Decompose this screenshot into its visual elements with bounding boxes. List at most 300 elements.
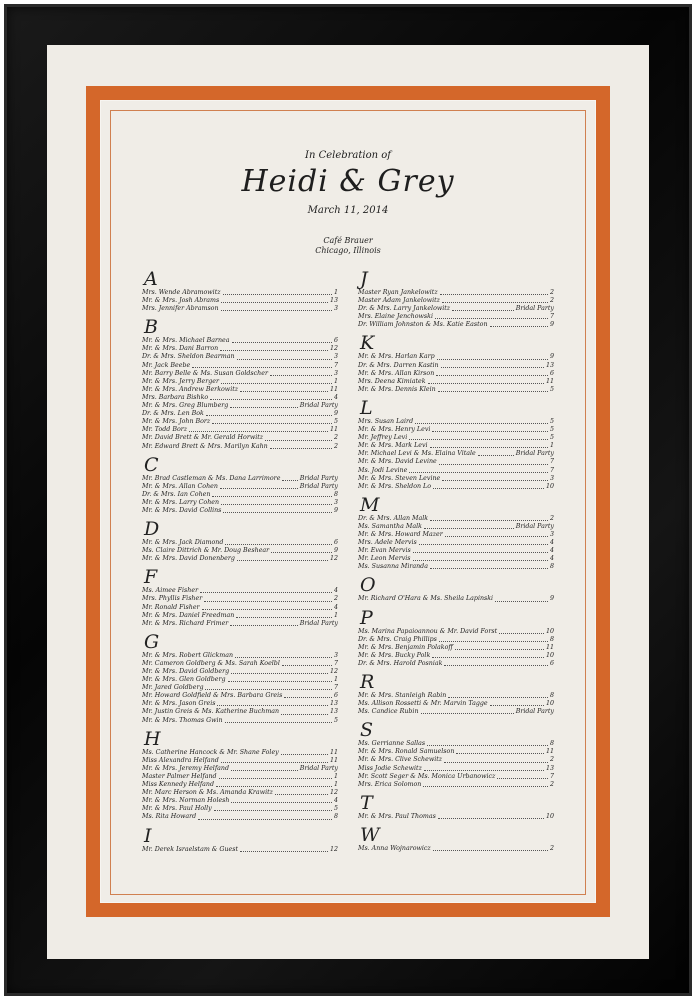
guest-row [358, 515, 554, 523]
guest-name: Mr. & Mrs. Howard Mazer [358, 530, 443, 538]
table-assignment: 9 [333, 547, 338, 555]
dot-leader [430, 520, 548, 521]
section-letter: M [360, 493, 380, 516]
dot-leader [237, 560, 328, 561]
letter-group [358, 396, 554, 491]
couple-names: Heidi & Grey [241, 164, 455, 199]
table-assignment: 2 [549, 780, 554, 788]
guest-name: Mr. & Mrs. Sheldon Lo [358, 482, 432, 490]
table-assignment: 1 [333, 377, 338, 385]
guest-name: Mr. Ronald Fisher [142, 603, 200, 611]
table-assignment: 5 [333, 805, 338, 813]
guest-row [358, 467, 554, 475]
dot-leader [441, 367, 544, 368]
venue-name: Café Brauer [323, 236, 373, 245]
table-assignment: 13 [329, 700, 338, 708]
dot-leader [189, 431, 328, 432]
guest-name: Mr. & Mrs. Ronald Samuelson [358, 748, 455, 756]
dot-leader [225, 722, 332, 723]
dot-leader [240, 391, 328, 392]
guest-row [142, 499, 338, 507]
guest-row [358, 756, 554, 764]
table-assignment: Bridal Party [515, 305, 554, 313]
guest-name: Mr. & Mrs. Greg Blumberg [142, 402, 229, 410]
table-assignment: 2 [549, 756, 554, 764]
right-guest-column [358, 270, 554, 858]
table-assignment: 13 [329, 708, 338, 716]
dot-leader [413, 552, 548, 553]
table-assignment: Bridal Party [515, 708, 554, 716]
table-assignment: 7 [333, 684, 338, 692]
dot-leader [442, 302, 548, 303]
table-assignment: 3 [333, 305, 338, 313]
guest-name: Mrs. Susan Laird [358, 417, 414, 425]
letter-group [358, 334, 554, 393]
guest-row [142, 305, 338, 313]
guest-row [358, 813, 554, 821]
dot-leader [490, 326, 548, 327]
table-assignment: 7 [333, 361, 338, 369]
table-assignment: Bridal Party [299, 482, 338, 490]
table-assignment: 5 [549, 426, 554, 434]
guest-name: Mrs. Barbara Bishko [142, 393, 209, 401]
guest-name: Mr. & Mrs. Mark Levi [358, 442, 428, 450]
guest-name: Mr. Jeffrey Levi [358, 434, 408, 442]
guest-name: Mr. & Mrs. Andrew Berkowitz [142, 385, 239, 393]
table-assignment: 4 [549, 547, 554, 555]
guest-name: Mrs. Adele Mervis [358, 539, 417, 547]
table-assignment: 8 [549, 563, 554, 571]
guest-name: Mr. & Mrs. Larry Cohen [142, 498, 220, 506]
guest-row [142, 345, 338, 353]
dot-leader [427, 745, 548, 746]
guest-name: Ms. Aimee Fisher [142, 587, 199, 595]
dot-leader [220, 488, 298, 489]
dot-leader [423, 786, 548, 787]
dot-leader [212, 423, 332, 424]
table-assignment: Bridal Party [299, 402, 338, 410]
letter-group [358, 791, 554, 821]
guest-row [142, 475, 338, 483]
dot-leader [275, 794, 328, 795]
dot-leader [439, 464, 548, 465]
guest-name: Ms. Allison Rossetti & Mr. Marvin Tagge [358, 700, 488, 708]
dot-leader [281, 754, 328, 755]
guest-row [142, 483, 338, 491]
dot-leader [235, 657, 332, 658]
dot-leader [430, 447, 548, 448]
guest-name: Ms. Gerrianne Sallas [358, 740, 426, 748]
dot-leader [413, 560, 548, 561]
dot-leader [409, 439, 548, 440]
guest-name: Mr. & Mrs. Glen Goldberg [142, 676, 226, 684]
dot-leader [231, 770, 298, 771]
guest-row [358, 644, 554, 652]
table-assignment: 6 [549, 369, 554, 377]
guest-row [142, 394, 338, 402]
guest-row [142, 708, 338, 716]
guest-row [142, 757, 338, 765]
guest-name: Mr. & Mrs. Benjamin Polakoff [358, 643, 453, 651]
dot-leader [202, 609, 332, 610]
section-letter: F [144, 566, 158, 589]
dot-leader [490, 705, 544, 706]
dot-leader [219, 778, 332, 779]
guest-row [358, 555, 554, 563]
celebration-line: In Celebration of [305, 150, 391, 161]
guest-name: Dr. & Mrs. Darren Kastin [358, 361, 439, 369]
section-letter: P [360, 606, 373, 629]
table-assignment: 12 [329, 668, 338, 675]
guest-row [358, 636, 554, 644]
table-assignment: 1 [549, 442, 554, 450]
table-assignment: 13 [545, 764, 554, 772]
guest-name: Mr. Marc Herson & Ms. Amanda Krawitz [142, 789, 273, 797]
guest-row [358, 563, 554, 571]
dot-leader [230, 625, 297, 626]
guest-name: Mr. Justin Greis & Ms. Katherine Buchman [142, 708, 280, 716]
dot-leader [265, 440, 332, 441]
guest-name: Master Adam Jankelowitz [358, 297, 440, 305]
guest-row [142, 434, 338, 442]
guest-name: Mr. & Mrs. Michael Barnea [142, 337, 230, 345]
guest-name: Miss Alexandra Helfand [142, 756, 219, 764]
dot-leader [478, 455, 514, 456]
guest-row [358, 370, 554, 378]
guest-name: Mrs. Jennifer Abramson [142, 305, 219, 313]
guest-row [142, 353, 338, 361]
guest-row [358, 475, 554, 483]
guest-name: Mr. & Mrs. Jerry Berger [142, 377, 220, 385]
table-assignment: 2 [549, 844, 554, 852]
guest-name: Mr. & Mrs. Allan Cohen [142, 482, 218, 490]
guest-name: Mr. & Mrs. Thomas Gwin [142, 716, 223, 724]
guest-name: Mr. & Mrs. Dennis Klein [358, 385, 436, 393]
guest-name: Mr. & Mrs. Allan Kirson [358, 369, 435, 377]
table-assignment: 13 [545, 361, 554, 369]
table-assignment: 7 [549, 466, 554, 474]
dot-leader [228, 681, 332, 682]
dot-leader [436, 375, 548, 376]
guest-row [142, 362, 338, 370]
guest-name: Mr. Brad Castleman & Ms. Dana Larrimore [142, 474, 281, 482]
table-assignment: 5 [549, 434, 554, 442]
table-assignment: 12 [329, 845, 338, 853]
guest-row [142, 652, 338, 660]
table-assignment: 2 [333, 595, 338, 603]
guest-name: Mr. & Mrs. Dani Barron [142, 345, 219, 353]
event-date: March 11, 2014 [307, 205, 389, 216]
guest-row [358, 692, 554, 700]
guest-name: Miss Kennedy Helfand [142, 781, 215, 789]
guest-row [142, 378, 338, 386]
left-guest-column [142, 270, 338, 859]
table-assignment: 8 [333, 813, 338, 821]
guest-row [358, 845, 554, 853]
table-assignment: 8 [549, 740, 554, 748]
section-letter: J [360, 268, 368, 290]
guest-row [358, 442, 554, 450]
dot-leader [495, 601, 548, 602]
guest-name: Mr. Jared Goldberg [142, 684, 204, 692]
table-assignment: 12 [329, 555, 338, 563]
dot-leader [424, 770, 544, 771]
guest-row [142, 386, 338, 394]
guest-row [142, 547, 338, 555]
dot-leader [282, 665, 332, 666]
guest-row [358, 547, 554, 555]
table-assignment: 4 [549, 539, 554, 547]
letter-group [142, 824, 338, 854]
dot-leader [221, 310, 332, 311]
table-assignment: 10 [545, 651, 554, 659]
guest-row [358, 378, 554, 386]
table-assignment: 5 [333, 716, 338, 724]
table-assignment: 3 [333, 498, 338, 506]
section-letter: T [360, 791, 373, 814]
table-assignment: 8 [549, 635, 554, 643]
table-assignment: 2 [549, 514, 554, 522]
guest-name: Dr. & Mrs. Ian Cohen [142, 490, 211, 498]
guest-row [142, 789, 338, 797]
dot-leader [433, 850, 548, 851]
table-assignment: 10 [545, 700, 554, 708]
dot-leader [221, 504, 332, 505]
table-assignment: Bridal Party [299, 474, 338, 482]
section-letter: C [144, 453, 159, 476]
guest-row [142, 595, 338, 603]
guest-row [142, 700, 338, 708]
guest-name: Mr. Michael Levi & Ms. Elaina Vitale [358, 450, 476, 458]
table-assignment: 11 [329, 748, 338, 756]
guest-row [142, 781, 338, 789]
dot-leader [240, 851, 328, 852]
dot-leader [424, 528, 514, 529]
table-assignment: 11 [545, 377, 554, 385]
letter-group [142, 453, 338, 515]
letter-group [358, 673, 554, 716]
section-letter: S [360, 719, 374, 742]
guest-name: Ms. Samantha Malk [358, 522, 422, 530]
dot-leader [217, 705, 328, 706]
guest-row [142, 426, 338, 434]
guest-row [142, 289, 338, 297]
dot-leader [232, 342, 332, 343]
dot-leader [444, 665, 548, 666]
guest-row [142, 749, 338, 757]
dot-leader [433, 488, 544, 489]
dot-leader [198, 819, 332, 820]
guest-row [358, 748, 554, 756]
guest-row [142, 684, 338, 692]
guest-name: Dr. & Mrs. Larry Jankelowitz [358, 305, 451, 313]
guest-row [358, 313, 554, 321]
table-assignment: 8 [333, 490, 338, 498]
guest-name: Mr. Edward Brett & Mrs. Marilyn Kahn [142, 442, 268, 450]
table-assignment: 7 [333, 659, 338, 667]
guest-name: Mr. & Mrs. David Collins [142, 506, 222, 514]
dot-leader [432, 657, 544, 658]
table-assignment: 11 [329, 385, 338, 393]
guest-row [142, 668, 338, 676]
letter-group [358, 606, 554, 668]
dot-leader [437, 359, 548, 360]
table-assignment: 9 [549, 321, 554, 329]
table-assignment: 5 [333, 418, 338, 426]
section-letter: G [144, 630, 160, 653]
guest-name: Ms. Jodi Levine [358, 466, 408, 474]
table-assignment: 3 [333, 651, 338, 659]
guest-name: Ms. Susanna Miranda [358, 563, 428, 571]
guest-row [142, 797, 338, 805]
dot-leader [214, 810, 332, 811]
guest-name: Mr. & Mrs. John Borz [142, 418, 211, 426]
dot-leader [452, 310, 514, 311]
guest-name: Dr. & Mrs. Harold Posniak [358, 659, 443, 667]
guest-name: Mr. & Mrs. David Donenberg [142, 555, 235, 563]
guest-row [358, 523, 554, 531]
guest-name: Mr. & Mrs. Henry Levi [358, 426, 431, 434]
dot-leader [438, 818, 544, 819]
dot-leader [192, 367, 332, 368]
letter-group [142, 318, 338, 450]
dot-leader [204, 601, 332, 602]
guest-name: Mr. & Mrs. Clive Schewitz [358, 756, 443, 764]
guest-row [358, 450, 554, 458]
table-assignment: 11 [329, 756, 338, 764]
guest-row [142, 604, 338, 612]
guest-row [142, 612, 338, 620]
guest-row [358, 458, 554, 466]
dot-leader [409, 472, 548, 473]
table-assignment: 12 [329, 345, 338, 353]
table-assignment: 7 [549, 772, 554, 780]
guest-name: Mrs. Deena Kimiatek [358, 377, 426, 385]
table-assignment: Bridal Party [299, 619, 338, 627]
guest-row [358, 321, 554, 329]
guest-row [358, 660, 554, 668]
dot-leader [497, 778, 548, 779]
guest-name: Mr. & Mrs. Norman Holesh [142, 797, 230, 805]
guest-name: Mr. Cameron Goldberg & Ms. Sarah Koelbl [142, 659, 280, 667]
table-assignment: 9 [333, 410, 338, 418]
dot-leader [225, 544, 332, 545]
guest-row [142, 813, 338, 821]
dot-leader [438, 391, 548, 392]
table-assignment: 9 [549, 353, 554, 361]
section-letter: R [360, 671, 375, 693]
guest-row [358, 700, 554, 708]
table-assignment: 6 [549, 659, 554, 667]
guest-name: Dr. William Johnston & Ms. Katie Easton [358, 321, 488, 329]
guest-row [358, 418, 554, 426]
table-assignment: 4 [549, 555, 554, 563]
dot-leader [419, 544, 548, 545]
letter-group [358, 493, 554, 572]
dot-leader [432, 431, 548, 432]
table-assignment: 6 [333, 692, 338, 700]
guest-row [358, 781, 554, 789]
table-assignment: 5 [549, 385, 554, 393]
table-assignment: 11 [329, 426, 338, 434]
letter-group [142, 727, 338, 822]
guest-row [358, 773, 554, 781]
table-assignment: 2 [333, 442, 338, 450]
table-assignment: 4 [333, 603, 338, 611]
table-assignment: Bridal Party [299, 764, 338, 772]
guest-row [142, 676, 338, 684]
table-assignment: 3 [549, 530, 554, 538]
guest-name: Mr. Scott Seger & Ms. Monica Urbanowicz [358, 772, 496, 780]
guest-name: Mr. & Mrs. Robert Glickman [142, 651, 234, 659]
section-letter: I [144, 824, 152, 847]
dot-leader [200, 592, 332, 593]
guest-row [142, 418, 338, 426]
guest-row [358, 531, 554, 539]
dot-leader [281, 714, 328, 715]
letter-group [142, 630, 338, 725]
guest-row [358, 628, 554, 636]
guest-name: Mrs. Wende Abramowitz [142, 289, 221, 296]
guest-name: Mr. Howard Goldfield & Mrs. Barbara Greis [142, 692, 283, 700]
guest-row [142, 660, 338, 668]
table-assignment: 11 [545, 748, 554, 756]
guest-row [142, 491, 338, 499]
guest-row [358, 708, 554, 716]
table-assignment: 13 [329, 297, 338, 305]
dot-leader [221, 762, 328, 763]
guest-name: Mr. Jack Beebe [142, 361, 191, 369]
guest-row [142, 587, 338, 595]
guest-row [358, 539, 554, 547]
guest-name: Dr. & Mrs. Allan Malk [358, 514, 429, 522]
guest-name: Mr. & Mrs. Josh Abrams [142, 297, 220, 305]
guest-row [142, 692, 338, 700]
table-assignment: 8 [549, 692, 554, 699]
guest-row [358, 297, 554, 305]
table-assignment: 7 [549, 313, 554, 321]
guest-name: Dr. & Mrs. Craig Phillips [358, 635, 437, 643]
guest-name: Mr. Leon Mervis [358, 555, 411, 563]
guest-row [358, 289, 554, 297]
guest-row [142, 773, 338, 781]
dot-leader [456, 753, 544, 754]
section-letter: B [144, 316, 158, 339]
guest-name: Mr. & Mrs. Harlan Karp [358, 353, 435, 361]
guest-row [358, 434, 554, 442]
table-assignment: 2 [333, 434, 338, 442]
dot-leader [231, 802, 332, 803]
dot-leader [210, 399, 332, 400]
guest-name: Mr. & Mrs. Jack Diamond [142, 539, 224, 547]
dot-leader [237, 359, 332, 360]
table-assignment: 10 [545, 812, 554, 820]
table-assignment: 10 [545, 627, 554, 635]
dot-leader [270, 375, 332, 376]
dot-leader [223, 512, 332, 513]
guest-row [142, 297, 338, 305]
letter-group [142, 568, 338, 627]
table-assignment: 1 [333, 781, 338, 789]
guest-name: Master Ryan Jankelowitz [358, 289, 438, 296]
table-assignment: 9 [333, 506, 338, 514]
table-assignment: 4 [333, 587, 338, 595]
guest-row [142, 620, 338, 628]
table-assignment: 7 [549, 458, 554, 466]
letter-group [358, 721, 554, 789]
table-assignment: 6 [333, 539, 338, 547]
dot-leader [440, 294, 548, 295]
